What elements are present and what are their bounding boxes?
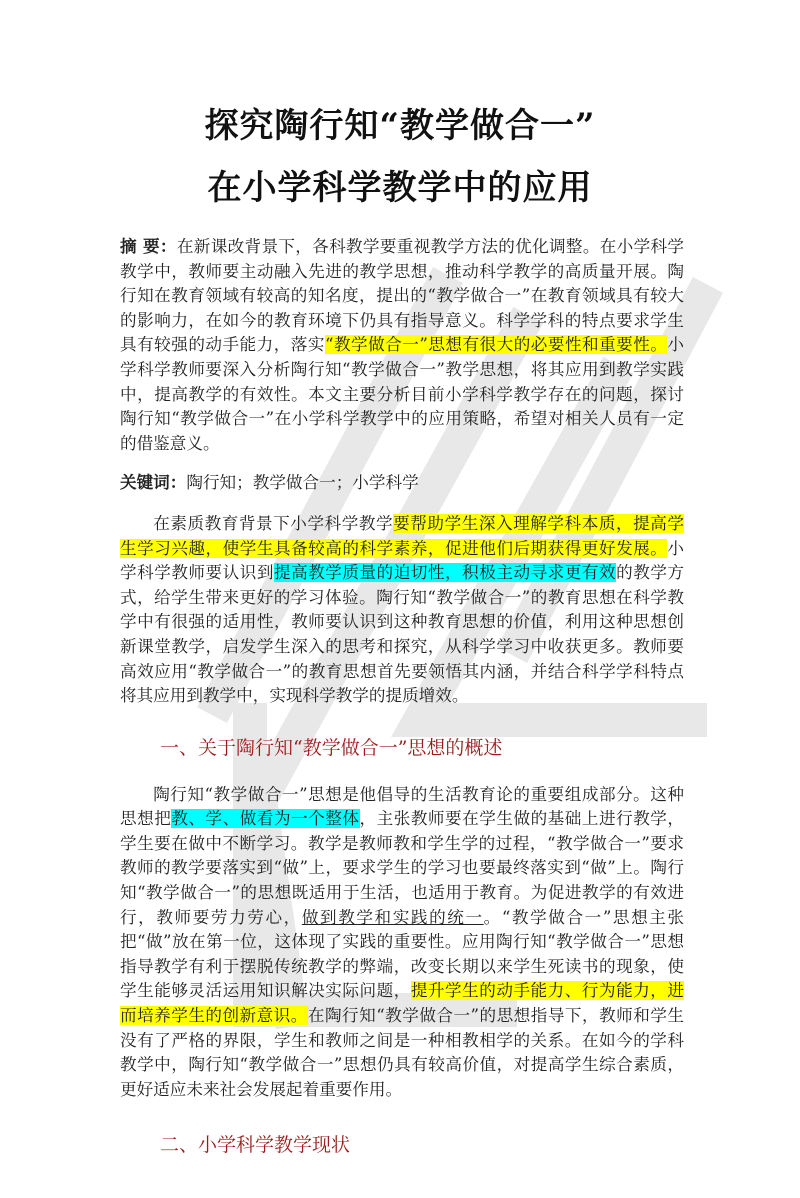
abstract-label: 摘 要： (120, 236, 177, 256)
text-segment: ，主张教师要在学生做的基础上进行教学，学生要在做中不断学习。教学是教师教和学生学的过程，“教学做合一”要求教师的教学要落实到“做”上，要求学生的学习也要最终落实到“做”上。陶行知“教学做合一”的思想既适用于生活，也适用于教育。为促进教学的有效进行，教师要劳力劳心， (120, 809, 685, 927)
text-segment: 小学科学教师要深入分析陶行知“教学做合一”教学思想，将其应用到教学实践中，提高教学的有效性。本文主要分析目前小学科学教学存在的问题，探讨陶行知“教学做合一”在小学科学教学中的应用策略，希望对相关人员有一定的借鉴意义。 (120, 335, 685, 453)
abstract (120, 234, 684, 456)
underlined-text: 做到教学和实践的统一 (301, 907, 484, 927)
intro-paragraph (120, 512, 684, 709)
highlighted-text: “教学做合一”思想有很大的必要性和重要性。 (324, 335, 668, 355)
section1-paragraph (120, 783, 684, 1103)
highlighted-text: 提升学生的动手能力、行为能力，进而培养学生的创新意识。 (120, 981, 685, 1026)
keywords-label: 关键词： (120, 472, 187, 493)
text-segment: 陶行知“教学做合一”思想是他倡导的生活教育论的重要组成部分。这种思想把 (120, 784, 684, 829)
keywords-text: 陶行知；教学做合一；小学科学 (186, 473, 419, 493)
text-segment: 在陶行知“教学做合一”的思想指导下，教师和学生没有了严格的界限，学生和教师之间是一种相教相学的关系。在如今的学科教学中，陶行知“教学做合一”思想仍具有较高价值，对提高学生综合素质，更好适应未来社会发展起着重要作用。 (120, 1006, 684, 1099)
section-heading-2: 二、小学科学教学现状 (160, 1134, 351, 1157)
keywords (120, 470, 684, 496)
document-title-line-2: 在小学科学教学中的应用 (207, 168, 593, 208)
text-segment: 小学科学教师要认识到 (120, 538, 684, 583)
text-segment: 在素质教育背景下小学科学教学 (153, 513, 394, 533)
highlighted-text: 提高教学质量的迫切性，积极主动寻求更有效 (273, 563, 617, 583)
highlighted-text: 教、学、做看为一个整体 (171, 809, 360, 829)
document-title-line-1: 探究陶行知“教学做合一” (204, 106, 596, 146)
text-segment: 的教学方式，给学生带来更好的学习体验。陶行知“教学做合一”的教育思想在科学教学中有很强的适用性，教师要认识到这种教育思想的价值，利用这种思想创新课堂教学，启发学生深入的思考和探究，从科学学习中收获更多。教师要高效应用“教学做合一”的教育思想首先要领悟其内涵，并结合科学学科特点将其应用到教学中，实现科学教学的提质增效。 (120, 563, 685, 706)
text-segment: 。“教学做合一”思想主张把“做”放在第一位，这体现了实践的重要性。应用陶行知“教学做合一”思想指导教学有利于摆脱传统教学的弊端，改变长期以来学生死读书的现象，使学生能够灵活运用知识解决实际问题， (120, 907, 685, 1001)
text-segment: 在新课改背景下，各科教学要重视教学方法的优化调整。在小学科学教学中，教师要主动融入先进的教学思想，推动科学教学的高质量开展。陶行知在教育领域有较高的知名度，提出的“教学做合一”在教育领域具有较大的影响力，在如今的教育环境下仍具有指导意义。科学学科的特点要求学生具有较强的动手能力，落实 (120, 237, 685, 355)
highlighted-text: 要帮助学生深入理解学科本质，提高学生学习兴趣，使学生具备较高的科学素养，促进他们后期获得更好发展。 (120, 513, 684, 558)
section-heading-1: 一、关于陶行知“教学做合一”思想的概述 (160, 736, 503, 759)
